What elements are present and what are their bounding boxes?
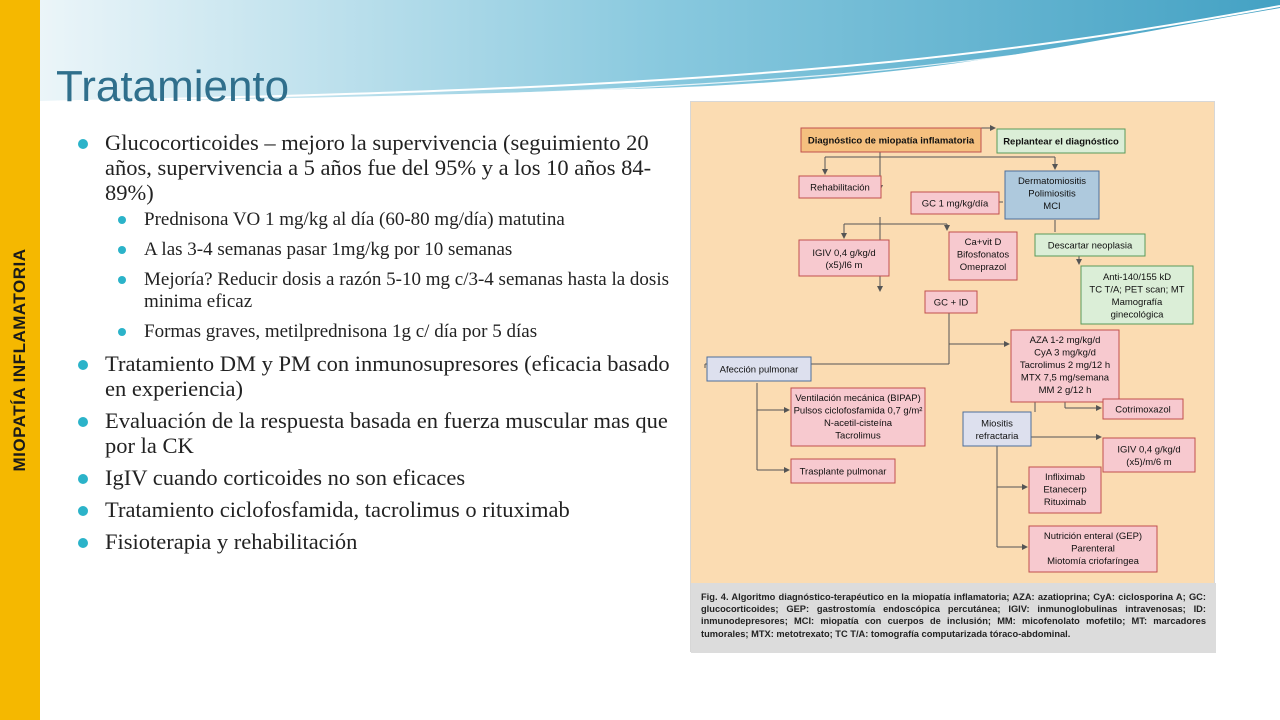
- node-ventilacion-line: N-acetil-cisteína: [823, 418, 893, 429]
- node-gc1: [911, 192, 999, 214]
- node-igiv2-line: (x5)/m/6 m: [1126, 457, 1172, 468]
- node-replantear-line: Replantear el diagnóstico: [1003, 136, 1119, 148]
- bullet-evaluacion: Evaluación de la respuesta basada en fuerza muscular mas que por la CK: [78, 408, 678, 458]
- node-nutricion-line: Miotomía criofaríngea: [1047, 556, 1139, 567]
- node-cavitd-line: Bifosfonatos: [956, 249, 1010, 261]
- bullet-text: Glucocorticoides – mejoro la supervivencia (seguimiento 20 años, supervivencia a 5 años fue del 95% y a los 10 años 84-89%): [105, 130, 652, 205]
- node-aza-line: MM 2 g/12 h: [1038, 385, 1092, 396]
- node-igiv2-line: IGIV 0,4 g/kg/d: [1117, 444, 1181, 456]
- node-rehabilitacion: [799, 176, 881, 198]
- node-dermato-line: Polimiositis: [1028, 188, 1076, 200]
- page-title: Tratamiento: [56, 62, 290, 111]
- node-cotrimoxazol-line: Cotrimoxazol: [1115, 404, 1171, 416]
- node-descartar: [1035, 234, 1145, 256]
- flowchart-diagram: [691, 102, 1216, 583]
- node-aza-line: CyA 3 mg/kg/d: [1034, 347, 1096, 359]
- node-igiv1-line: (x5)/l6 m: [825, 260, 863, 271]
- node-ventilacion-line: Ventilación mecánica (BIPAP): [795, 393, 921, 404]
- node-anti: [1081, 266, 1193, 324]
- node-descartar-line: Descartar neoplasia: [1047, 240, 1133, 252]
- node-nutricion-line: Parenteral: [1071, 543, 1115, 555]
- node-igiv1-line: IGIV 0,4 g/kg/d: [812, 248, 876, 259]
- node-miositis-line: Miositis: [981, 418, 1013, 430]
- node-cotrimoxazol: [1103, 399, 1183, 419]
- flowchart-figure: [690, 101, 1215, 652]
- node-ventilacion-line: Tacrolimus: [835, 430, 881, 442]
- sidebar-label: MIOPATÍA INFLAMATORIA: [10, 248, 29, 472]
- node-replantear: [997, 129, 1125, 153]
- node-infliximab-line: Etanecerp: [1043, 484, 1087, 496]
- bullet-list: [78, 130, 678, 561]
- node-aza: [1011, 330, 1119, 402]
- node-anti-line: Mamografía: [1111, 297, 1163, 308]
- sub-bullet-list: [78, 209, 678, 343]
- node-infliximab-line: Rituximab: [1043, 497, 1087, 508]
- bullet-fisioterapia: Fisioterapia y rehabilitación: [78, 529, 678, 554]
- node-dermato-line: MCI: [1043, 201, 1061, 212]
- bullet-glucocorticoides: [78, 130, 678, 343]
- sub-bullet: Mejoría? Reducir dosis a razón 5-10 mg c/3-4 semanas hasta la dosis minima eficaz: [118, 269, 678, 313]
- node-afeccion-line: Afección pulmonar: [719, 364, 799, 376]
- node-anti-line: Anti-140/155 kD: [1102, 272, 1172, 283]
- node-miositis: [963, 412, 1031, 446]
- node-trasplante: [791, 459, 895, 483]
- node-rehabilitacion-line: Rehabilitación: [810, 182, 870, 194]
- node-gcid-line: GC + ID: [933, 297, 969, 309]
- sub-bullet: A las 3-4 semanas pasar 1mg/kg por 10 semanas: [118, 239, 678, 261]
- node-miositis-line: refractaria: [975, 431, 1019, 442]
- node-nutricion-line: Nutrición enteral (GEP): [1043, 531, 1143, 542]
- node-igiv2: [1103, 438, 1195, 472]
- node-diagnostico-line: Diagnóstico de miopatía inflamatoria: [807, 135, 975, 147]
- node-gcid: [925, 291, 977, 313]
- node-infliximab: [1029, 467, 1101, 513]
- sidebar-bar: [0, 0, 40, 720]
- node-nutricion: [1029, 526, 1157, 572]
- node-cavitd: [949, 232, 1017, 280]
- node-cavitd-line: Ca+vit D: [964, 237, 1002, 248]
- node-gc1-line: GC 1 mg/kg/día: [921, 198, 989, 210]
- node-afeccion: [707, 357, 811, 381]
- sub-bullet: Prednisona VO 1 mg/kg al día (60-80 mg/día) matutina: [118, 209, 678, 231]
- node-ventilacion: [791, 388, 925, 446]
- node-infliximab-line: Infliximab: [1044, 472, 1086, 483]
- bullet-tratamiento: Tratamiento ciclofosfamida, tacrolimus o rituximab: [78, 497, 678, 522]
- node-trasplante-line: Trasplante pulmonar: [799, 466, 887, 478]
- figure-caption: Fig. 4. Algoritmo diagnóstico-terapéutico en la miopatía inflamatoria; AZA: azatioprina; CyA: ciclosporina A; GC: glucocorticoides; GEP: gastrostomía endoscópica percutánea; IGIV: inmunoglobulinas intravenosas; ID: inmunodepresores; MCI: miopatía con cuerpos de inclusión; MM: micofenolato mofetilo; MT: marcadores tumorales; MTX: metotrexato; TC T/A: tomografía computarizada tóraco-abdominal.: [691, 583, 1216, 653]
- node-anti-line: ginecológica: [1110, 309, 1164, 321]
- node-dermato: [1005, 171, 1099, 219]
- node-aza-line: Tacrolimus 2 mg/12 h: [1019, 360, 1111, 371]
- node-anti-line: TC T/A; PET scan; MT: [1089, 284, 1185, 296]
- node-ventilacion-line: Pulsos ciclofosfamida 0,7 g/m²: [793, 405, 923, 417]
- node-cavitd-line: Omeprazol: [959, 262, 1007, 273]
- sub-bullet: Formas graves, metilprednisona 1g c/ día por 5 días: [118, 321, 678, 343]
- node-aza-line: MTX 7,5 mg/semana: [1020, 372, 1110, 384]
- bullet-igiv: IgIV cuando corticoides no son eficaces: [78, 465, 678, 490]
- node-dermato-line: Dermatomiositis: [1017, 176, 1087, 187]
- bullet-inmunosupresores: Tratamiento DM y PM con inmunosupresores (eficacia basado en experiencia): [78, 351, 678, 401]
- node-diagnostico: [801, 128, 981, 152]
- node-aza-line: AZA 1-2 mg/kg/d: [1029, 335, 1101, 346]
- node-igiv1: [799, 240, 889, 276]
